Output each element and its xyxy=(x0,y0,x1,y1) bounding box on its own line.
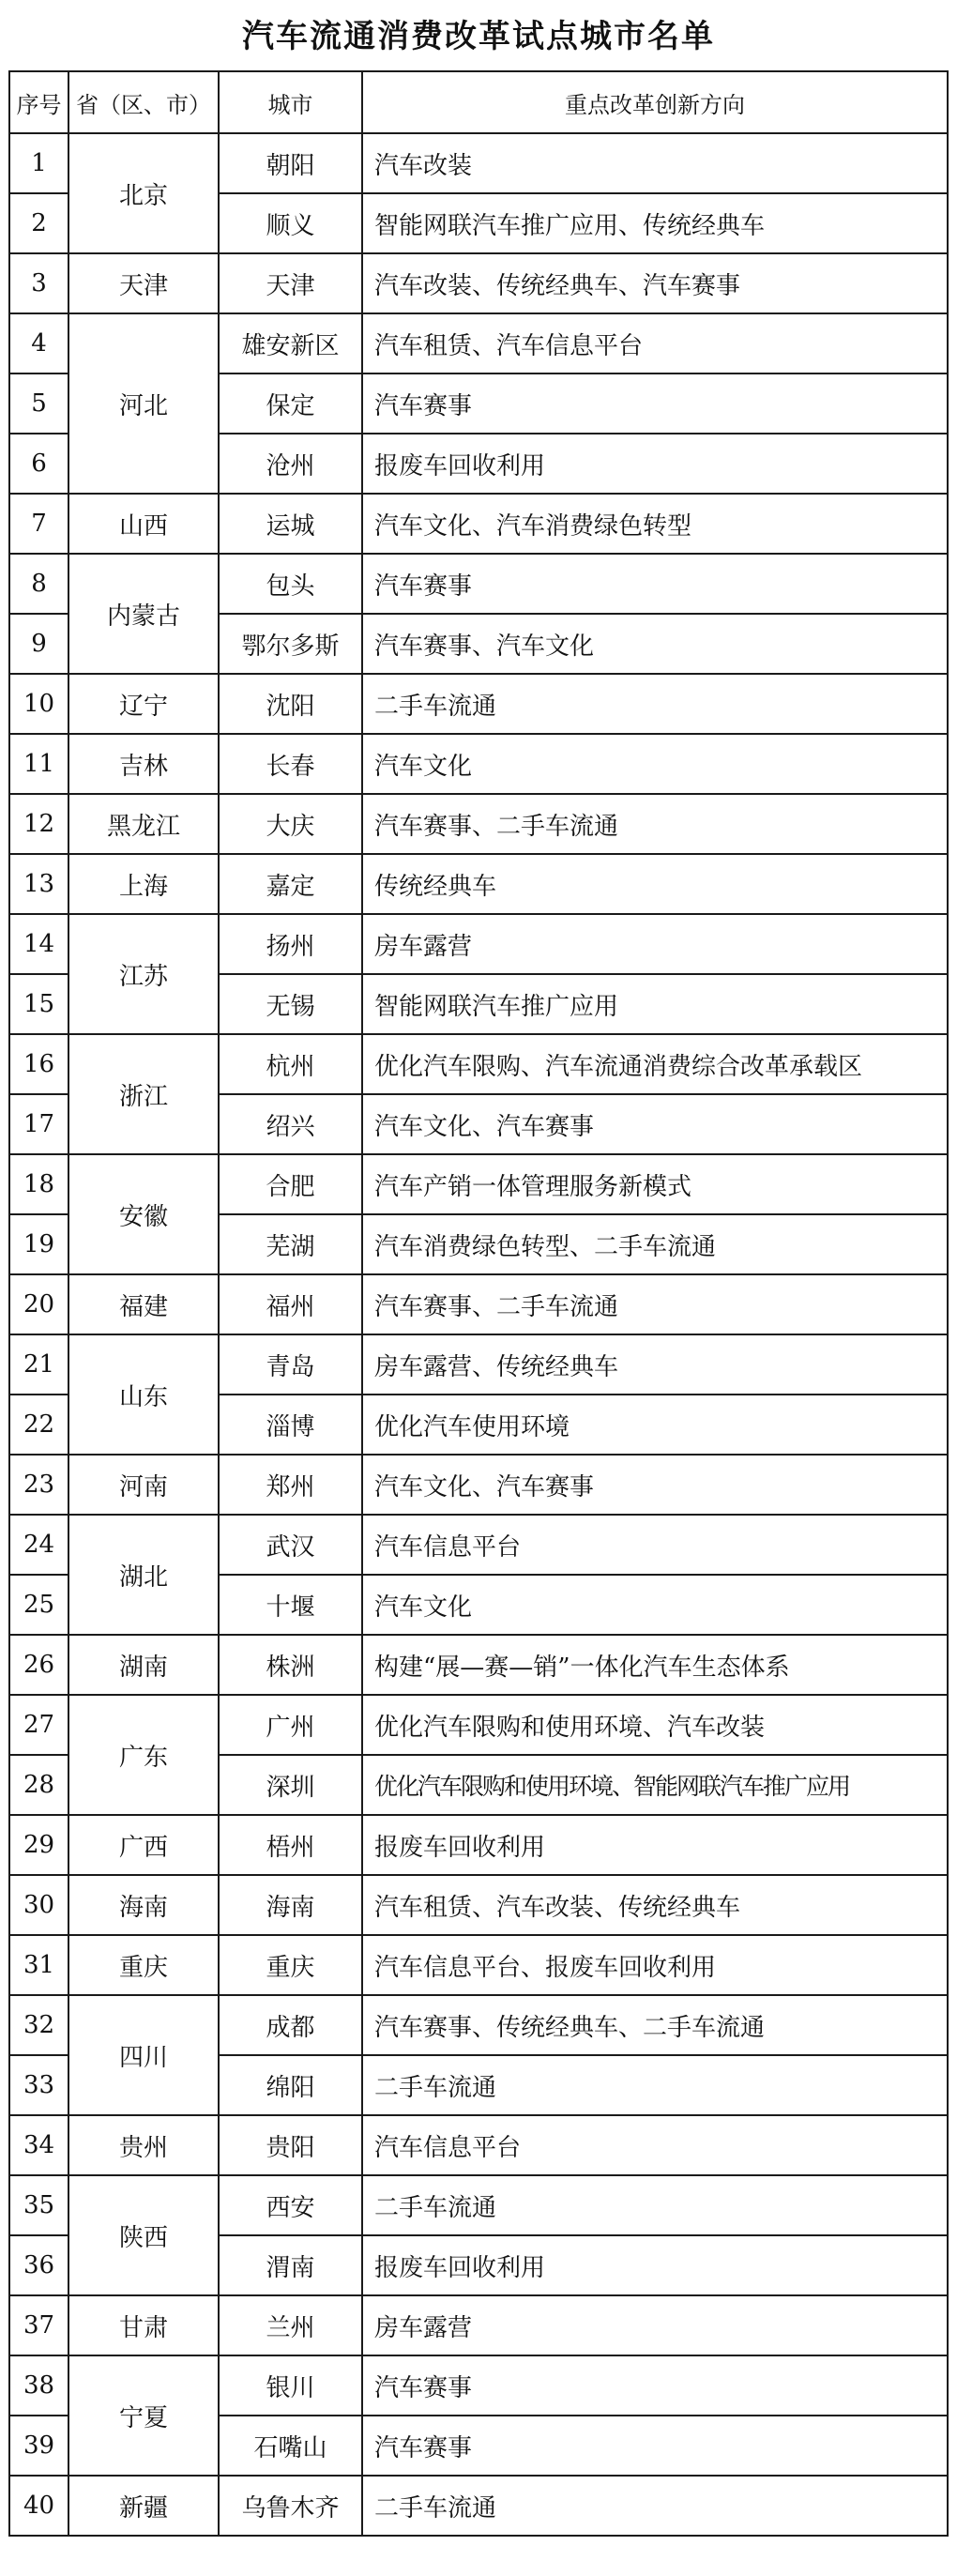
direction-cell: 汽车租赁、汽车改装、传统经典车 xyxy=(362,1875,948,1935)
city-cell: 保定 xyxy=(219,373,362,434)
direction-cell: 汽车信息平台 xyxy=(362,1515,948,1575)
city-cell: 成都 xyxy=(219,1995,362,2055)
row-number: 14 xyxy=(9,914,68,974)
province-cell: 湖北 xyxy=(68,1515,219,1635)
city-cell: 乌鲁木齐 xyxy=(219,2476,362,2536)
city-cell: 绵阳 xyxy=(219,2055,362,2115)
row-number: 25 xyxy=(9,1575,68,1635)
direction-cell: 优化汽车限购和使用环境、汽车改装 xyxy=(362,1695,948,1755)
row-number: 30 xyxy=(9,1875,68,1935)
province-cell: 内蒙古 xyxy=(68,554,219,674)
table-row xyxy=(9,1334,948,1395)
city-cell: 梧州 xyxy=(219,1815,362,1875)
row-number: 13 xyxy=(9,854,68,914)
table-row xyxy=(9,2476,948,2536)
province-cell: 安徽 xyxy=(68,1154,219,1274)
direction-cell: 汽车文化、汽车赛事 xyxy=(362,1094,948,1154)
city-cell: 鄂尔多斯 xyxy=(219,614,362,674)
table-row xyxy=(9,1515,948,1575)
province-cell: 河北 xyxy=(68,313,219,494)
city-cell: 嘉定 xyxy=(219,854,362,914)
direction-cell: 汽车文化 xyxy=(362,1575,948,1635)
province-cell: 贵州 xyxy=(68,2115,219,2175)
row-number: 36 xyxy=(9,2235,68,2295)
direction-cell: 二手车流通 xyxy=(362,2476,948,2536)
table-row xyxy=(9,1935,948,1995)
province-cell: 北京 xyxy=(68,133,219,253)
table-row xyxy=(9,794,948,854)
row-number: 38 xyxy=(9,2355,68,2416)
table-body xyxy=(9,133,948,2536)
city-cell: 无锡 xyxy=(219,974,362,1034)
province-cell: 上海 xyxy=(68,854,219,914)
direction-cell: 汽车文化、汽车赛事 xyxy=(362,1455,948,1515)
table-row xyxy=(9,1455,948,1515)
direction-cell: 房车露营、传统经典车 xyxy=(362,1334,948,1395)
city-cell: 杭州 xyxy=(219,1034,362,1094)
direction-cell: 汽车赛事 xyxy=(362,554,948,614)
direction-cell: 汽车文化、汽车消费绿色转型 xyxy=(362,494,948,554)
city-cell: 海南 xyxy=(219,1875,362,1935)
table-row xyxy=(9,1875,948,1935)
direction-cell: 汽车赛事 xyxy=(362,373,948,434)
row-number: 31 xyxy=(9,1935,68,1995)
province-cell: 福建 xyxy=(68,1274,219,1334)
province-cell: 重庆 xyxy=(68,1935,219,1995)
city-cell: 武汉 xyxy=(219,1515,362,1575)
row-number: 37 xyxy=(9,2295,68,2355)
direction-cell: 汽车租赁、汽车信息平台 xyxy=(362,313,948,373)
direction-cell: 优化汽车限购和使用环境、智能网联汽车推广应用 xyxy=(362,1755,948,1815)
city-cell: 合肥 xyxy=(219,1154,362,1214)
direction-cell: 汽车赛事 xyxy=(362,2416,948,2476)
table-row xyxy=(9,313,948,373)
direction-cell: 报废车回收利用 xyxy=(362,1815,948,1875)
row-number: 1 xyxy=(9,133,68,193)
row-number: 15 xyxy=(9,974,68,1034)
city-cell: 包头 xyxy=(219,554,362,614)
direction-cell: 智能网联汽车推广应用 xyxy=(362,974,948,1034)
province-cell: 广西 xyxy=(68,1815,219,1875)
city-cell: 运城 xyxy=(219,494,362,554)
row-number: 23 xyxy=(9,1455,68,1515)
direction-cell: 房车露营 xyxy=(362,2295,948,2355)
header-province: 省（区、市） xyxy=(68,71,219,133)
direction-cell: 报废车回收利用 xyxy=(362,2235,948,2295)
table-row xyxy=(9,1154,948,1214)
row-number: 7 xyxy=(9,494,68,554)
direction-cell: 智能网联汽车推广应用、传统经典车 xyxy=(362,193,948,253)
city-cell: 石嘴山 xyxy=(219,2416,362,2476)
province-cell: 山西 xyxy=(68,494,219,554)
province-cell: 甘肃 xyxy=(68,2295,219,2355)
city-cell: 福州 xyxy=(219,1274,362,1334)
table-row xyxy=(9,1995,948,2055)
row-number: 34 xyxy=(9,2115,68,2175)
table-row xyxy=(9,1034,948,1094)
row-number: 33 xyxy=(9,2055,68,2115)
province-cell: 新疆 xyxy=(68,2476,219,2536)
province-cell: 天津 xyxy=(68,253,219,313)
row-number: 9 xyxy=(9,614,68,674)
header-direction: 重点改革创新方向 xyxy=(362,71,948,133)
direction-cell: 汽车信息平台 xyxy=(362,2115,948,2175)
province-cell: 海南 xyxy=(68,1875,219,1935)
table-row xyxy=(9,494,948,554)
row-number: 8 xyxy=(9,554,68,614)
city-cell: 西安 xyxy=(219,2175,362,2235)
pilot-cities-table xyxy=(8,70,949,2537)
city-cell: 绍兴 xyxy=(219,1094,362,1154)
direction-cell: 优化汽车限购、汽车流通消费综合改革承载区 xyxy=(362,1034,948,1094)
table-row xyxy=(9,554,948,614)
city-cell: 十堰 xyxy=(219,1575,362,1635)
row-number: 11 xyxy=(9,734,68,794)
city-cell: 顺义 xyxy=(219,193,362,253)
province-cell: 宁夏 xyxy=(68,2355,219,2476)
city-cell: 渭南 xyxy=(219,2235,362,2295)
row-number: 12 xyxy=(9,794,68,854)
direction-cell: 优化汽车使用环境 xyxy=(362,1395,948,1455)
table-row xyxy=(9,133,948,193)
row-number: 35 xyxy=(9,2175,68,2235)
row-number: 10 xyxy=(9,674,68,734)
row-number: 21 xyxy=(9,1334,68,1395)
city-cell: 天津 xyxy=(219,253,362,313)
city-cell: 朝阳 xyxy=(219,133,362,193)
direction-cell: 汽车赛事 xyxy=(362,2355,948,2416)
province-cell: 吉林 xyxy=(68,734,219,794)
city-cell: 银川 xyxy=(219,2355,362,2416)
row-number: 3 xyxy=(9,253,68,313)
city-cell: 贵阳 xyxy=(219,2115,362,2175)
direction-cell: 汽车产销一体管理服务新模式 xyxy=(362,1154,948,1214)
city-cell: 扬州 xyxy=(219,914,362,974)
city-cell: 株洲 xyxy=(219,1635,362,1695)
table-row xyxy=(9,854,948,914)
direction-cell: 二手车流通 xyxy=(362,2175,948,2235)
direction-cell: 汽车消费绿色转型、二手车流通 xyxy=(362,1214,948,1274)
city-cell: 长春 xyxy=(219,734,362,794)
row-number: 22 xyxy=(9,1395,68,1455)
row-number: 17 xyxy=(9,1094,68,1154)
row-number: 28 xyxy=(9,1755,68,1815)
city-cell: 青岛 xyxy=(219,1334,362,1395)
direction-cell: 传统经典车 xyxy=(362,854,948,914)
city-cell: 郑州 xyxy=(219,1455,362,1515)
table-row xyxy=(9,1635,948,1695)
direction-cell: 二手车流通 xyxy=(362,2055,948,2115)
direction-cell: 汽车改装 xyxy=(362,133,948,193)
row-number: 39 xyxy=(9,2416,68,2476)
direction-cell: 汽车改装、传统经典车、汽车赛事 xyxy=(362,253,948,313)
direction-cell: 汽车信息平台、报废车回收利用 xyxy=(362,1935,948,1995)
row-number: 18 xyxy=(9,1154,68,1214)
row-number: 2 xyxy=(9,193,68,253)
row-number: 32 xyxy=(9,1995,68,2055)
row-number: 40 xyxy=(9,2476,68,2536)
direction-cell: 汽车赛事、二手车流通 xyxy=(362,1274,948,1334)
direction-cell: 二手车流通 xyxy=(362,674,948,734)
province-cell: 江苏 xyxy=(68,914,219,1034)
table-row xyxy=(9,674,948,734)
table-row xyxy=(9,1274,948,1334)
table-row xyxy=(9,2355,948,2416)
row-number: 4 xyxy=(9,313,68,373)
row-number: 27 xyxy=(9,1695,68,1755)
province-cell: 广东 xyxy=(68,1695,219,1815)
header-city: 城市 xyxy=(219,71,362,133)
table-row xyxy=(9,914,948,974)
city-cell: 广州 xyxy=(219,1695,362,1755)
city-cell: 重庆 xyxy=(219,1935,362,1995)
province-cell: 湖南 xyxy=(68,1635,219,1695)
row-number: 16 xyxy=(9,1034,68,1094)
table-row xyxy=(9,1695,948,1755)
direction-cell: 汽车赛事、二手车流通 xyxy=(362,794,948,854)
row-number: 19 xyxy=(9,1214,68,1274)
direction-cell: 汽车文化 xyxy=(362,734,948,794)
city-cell: 淄博 xyxy=(219,1395,362,1455)
city-cell: 大庆 xyxy=(219,794,362,854)
document-title: 汽车流通消费改革试点城市名单 xyxy=(242,17,715,55)
table-row xyxy=(9,2175,948,2235)
province-cell: 四川 xyxy=(68,1995,219,2115)
table-header-row xyxy=(9,71,948,133)
city-cell: 芜湖 xyxy=(219,1214,362,1274)
city-cell: 深圳 xyxy=(219,1755,362,1815)
header-number: 序号 xyxy=(9,71,68,133)
province-cell: 河南 xyxy=(68,1455,219,1515)
table-row xyxy=(9,734,948,794)
province-cell: 辽宁 xyxy=(68,674,219,734)
table-row xyxy=(9,253,948,313)
city-cell: 兰州 xyxy=(219,2295,362,2355)
direction-cell: 报废车回收利用 xyxy=(362,434,948,494)
city-cell: 沈阳 xyxy=(219,674,362,734)
city-cell: 沧州 xyxy=(219,434,362,494)
direction-cell: 汽车赛事、传统经典车、二手车流通 xyxy=(362,1995,948,2055)
province-cell: 浙江 xyxy=(68,1034,219,1154)
province-cell: 黑龙江 xyxy=(68,794,219,854)
row-number: 24 xyxy=(9,1515,68,1575)
row-number: 5 xyxy=(9,373,68,434)
table-row xyxy=(9,1815,948,1875)
city-cell: 雄安新区 xyxy=(219,313,362,373)
table-row xyxy=(9,2295,948,2355)
row-number: 6 xyxy=(9,434,68,494)
row-number: 26 xyxy=(9,1635,68,1695)
direction-cell: 汽车赛事、汽车文化 xyxy=(362,614,948,674)
province-cell: 山东 xyxy=(68,1334,219,1455)
direction-cell: 房车露营 xyxy=(362,914,948,974)
row-number: 29 xyxy=(9,1815,68,1875)
table-row xyxy=(9,2115,948,2175)
direction-cell: 构建“展—赛—销”一体化汽车生态体系 xyxy=(362,1635,948,1695)
province-cell: 陕西 xyxy=(68,2175,219,2295)
row-number: 20 xyxy=(9,1274,68,1334)
